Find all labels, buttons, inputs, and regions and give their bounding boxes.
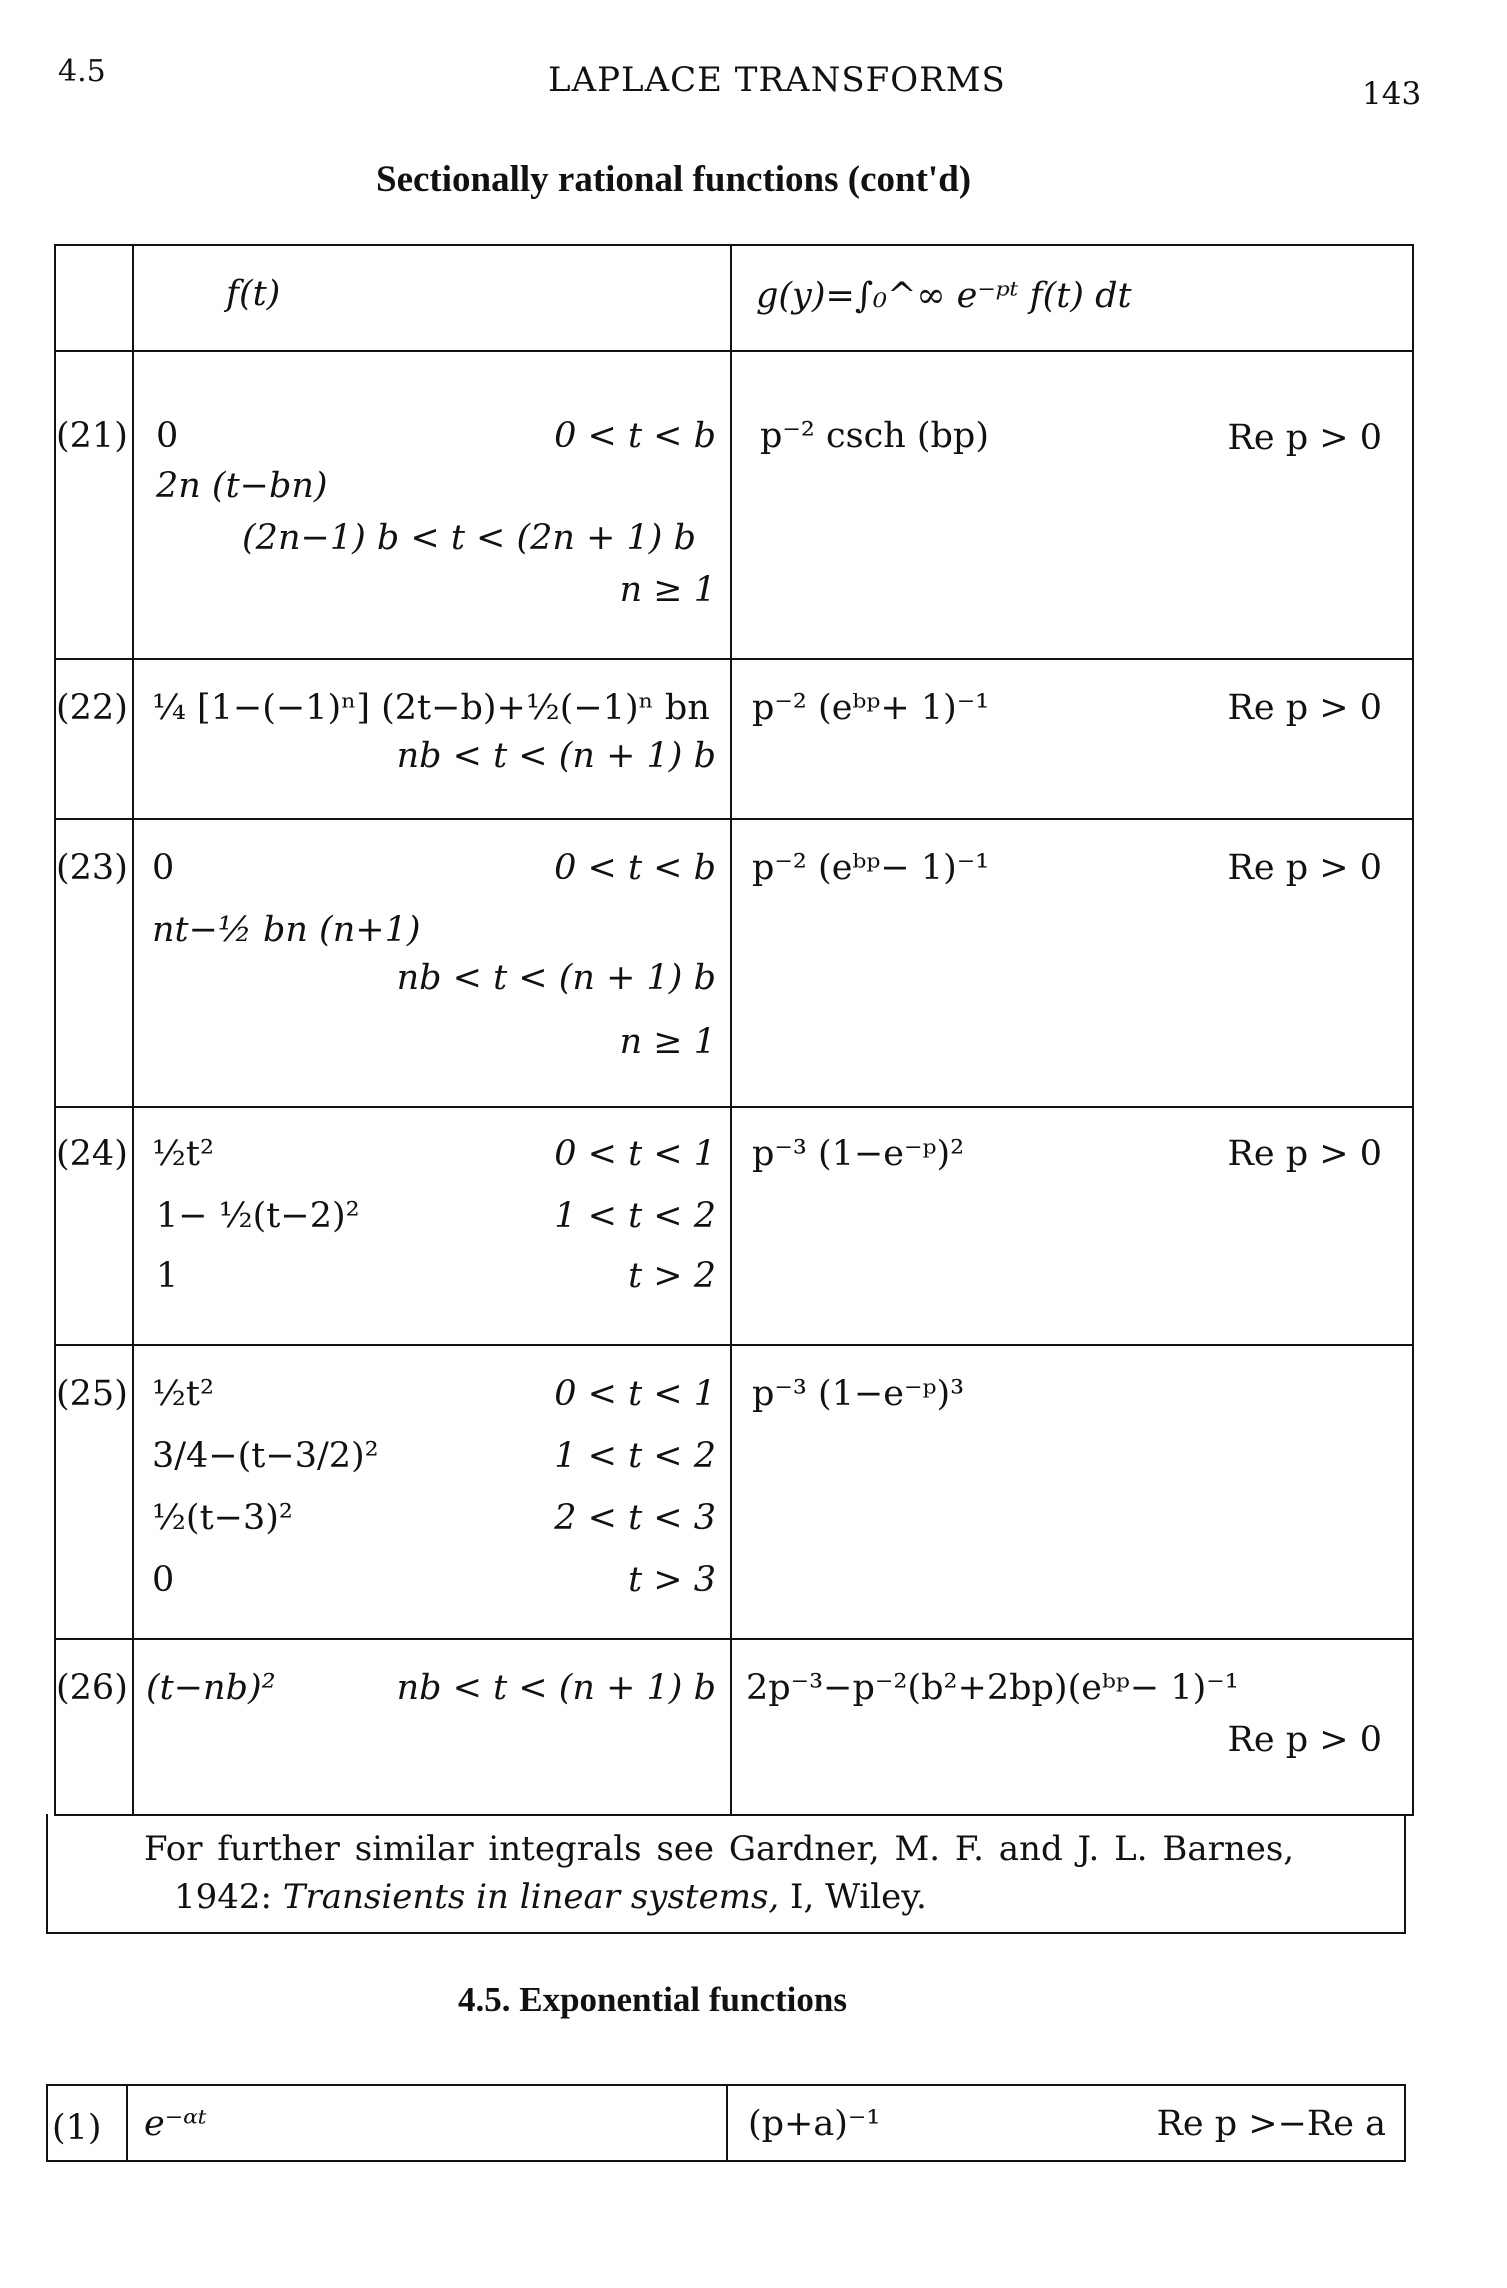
f-condition: 0 < t < b: [554, 416, 716, 456]
col-divider-f: [730, 246, 732, 1814]
row-number: (1): [52, 2108, 102, 2148]
validity-condition: Re p > 0: [1227, 688, 1382, 728]
f-expr: 0: [152, 1560, 175, 1600]
f-expr: 3/4−(t−3/2)²: [152, 1436, 379, 1476]
f-condition: n ≥ 1: [619, 1022, 716, 1062]
validity-condition: Re p >−Re a: [1156, 2104, 1386, 2144]
section-heading: 4.5. Exponential functions: [458, 1980, 847, 2019]
validity-condition: Re p > 0: [1227, 1720, 1382, 1760]
f-expr: 1− ½(t−2)²: [156, 1196, 360, 1236]
f-condition: nb < t < (n + 1) b: [396, 958, 716, 998]
note-year: 1942:: [174, 1877, 283, 1917]
note-line-2: [174, 1870, 927, 1924]
f-condition: t > 2: [628, 1256, 716, 1296]
exp-col-divider-num: [126, 2086, 128, 2160]
header-divider: [56, 350, 1412, 352]
f-expr: ½t²: [152, 1374, 215, 1414]
f-expr: ½t²: [152, 1134, 215, 1174]
page-number: 143: [1362, 76, 1422, 112]
f-condition: n ≥ 1: [619, 570, 716, 610]
f-expr: 1: [156, 1256, 179, 1296]
f-condition: 1 < t < 2: [554, 1436, 716, 1476]
table-title: Sectionally rational functions (cont'd): [376, 159, 972, 200]
g-transform: p⁻² (eᵇᵖ− 1)⁻¹: [752, 848, 990, 888]
row-divider-22: [56, 818, 1412, 820]
row-number: (23): [56, 848, 128, 888]
note-line-1: For further similar integrals see Gardner, M. F. and J. L. Barnes,: [144, 1829, 1295, 1869]
exp-col-divider-f: [726, 2086, 728, 2160]
f-expr: 2n (t−bn): [156, 466, 328, 506]
f-condition: nb < t < (n + 1) b: [396, 736, 716, 776]
g-transform: p⁻² (eᵇᵖ+ 1)⁻¹: [752, 688, 990, 728]
row-number: (24): [56, 1134, 128, 1174]
validity-condition: Re p > 0: [1227, 418, 1382, 458]
row-divider-24: [56, 1344, 1412, 1346]
g-transform: (p+a)⁻¹: [748, 2104, 881, 2144]
g-transform: p⁻³ (1−e⁻ᵖ)²: [752, 1134, 965, 1174]
validity-condition: Re p > 0: [1227, 1134, 1382, 1174]
f-expr: 0: [156, 416, 179, 456]
note-book-title: Transients in linear systems,: [282, 1877, 780, 1917]
f-expr: (t−nb)²: [146, 1668, 276, 1708]
f-condition: (2n−1) b < t < (2n + 1) b: [242, 518, 696, 558]
f-expr: ¼ [1−(−1)ⁿ] (2t−b)+½(−1)ⁿ bn: [152, 688, 710, 728]
column-header-g: g(y)=∫₀^∞ e⁻ᵖᵗ f(t) dt: [756, 276, 1132, 316]
f-condition: 0 < t < 1: [554, 1374, 716, 1414]
f-condition: nb < t < (n + 1) b: [396, 1668, 716, 1708]
row-number: (21): [56, 416, 128, 456]
g-transform: p⁻³ (1−e⁻ᵖ)³: [752, 1374, 965, 1414]
row-divider-25: [56, 1638, 1412, 1640]
exp-table: [46, 2084, 1406, 2162]
note-publisher: I, Wiley.: [779, 1877, 927, 1917]
f-expr: ½(t−3)²: [152, 1498, 293, 1538]
running-title: LAPLACE TRANSFORMS: [548, 60, 1006, 100]
row-divider-21: [56, 658, 1412, 660]
f-expr: 0: [152, 848, 175, 888]
row-number: (25): [56, 1374, 128, 1414]
note-box: [46, 1814, 1406, 1934]
row-number: (22): [56, 688, 128, 728]
column-header-f: f(t): [226, 274, 281, 314]
f-condition: 1 < t < 2: [554, 1196, 716, 1236]
col-divider-num: [132, 246, 134, 1814]
f-expr: e⁻ᵅᵗ: [144, 2104, 207, 2144]
f-condition: t > 3: [628, 1560, 716, 1600]
f-expr: nt−½ bn (n+1): [152, 910, 421, 950]
section-number: 4.5: [58, 54, 106, 89]
f-condition: 0 < t < b: [554, 848, 716, 888]
f-condition: 2 < t < 3: [554, 1498, 716, 1538]
f-condition: 0 < t < 1: [554, 1134, 716, 1174]
g-transform: p⁻² csch (bp): [760, 416, 989, 456]
transform-table: [54, 244, 1414, 1816]
validity-condition: Re p > 0: [1227, 848, 1382, 888]
row-divider-23: [56, 1106, 1412, 1108]
g-transform: 2p⁻³−p⁻²(b²+2bp)(eᵇᵖ− 1)⁻¹: [746, 1668, 1239, 1708]
row-number: (26): [56, 1668, 128, 1708]
